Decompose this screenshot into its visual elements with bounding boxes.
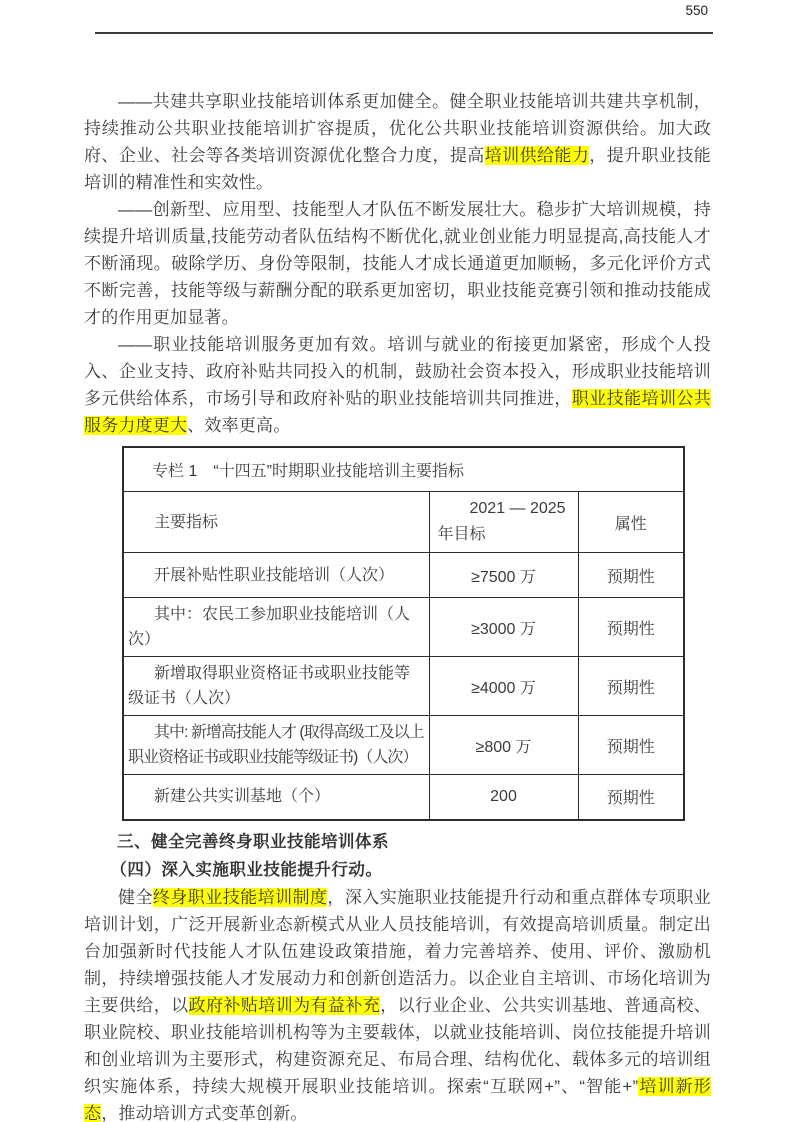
paragraph-talent-teams [84,196,711,331]
text-segment: 、效率更高。 [187,416,291,435]
text-segment: ，深入实施职业技能提升行动和重点群体专项职业培训计划，广泛开展新业态新模式从业人员技能培训，有效提高培训质量。制定出台加强新时代技能人才队伍建设政策措施，着力完善培养、使用、评价、激励机制，持续增强技能人才发展动力和创新创造活力。以企业自主培训、市场化培训为主要供给，以 [84,887,711,1015]
table-row [123,775,684,820]
target-cell: ≥7500 万 [429,553,578,598]
indicator-cell: 新建公共实训基地（个） [123,775,429,820]
text-segment: ，以行业企业、公共实训基地、普通高校、职业院校、职业技能培训机构等为主要载体，以就业技能培训、岗位技能提升培训和创业培训为主要形式，构建资源充足、布局合理、结构优化、载体多元的培训组织实施体系，持续大规模开展职业技能培训。探索“互联网+”、“智能+” [84,995,712,1096]
highlighted-text: 终身职业技能培训制度 [152,887,328,907]
text-segment: ，推动培训方式变革创新。 [101,1103,308,1122]
attribute-cell: 预期性 [578,657,684,716]
table-title: 专栏 1 “十四五”时期职业技能培训主要指标 [123,447,684,492]
target-cell: 200 [429,775,578,820]
highlighted-text: 职业技能培训公共服务力度更大 [84,389,711,435]
column-header-indicator: 主要指标 [123,492,429,553]
attribute-cell: 预期性 [578,775,684,820]
paragraph-shared-training-system [84,88,711,196]
table-row [123,657,684,716]
text-segment: ，提升职业技能培训的精准性和实效性。 [84,146,711,192]
target-cell: ≥3000 万 [429,598,578,657]
target-cell: ≥800 万 [429,716,578,775]
table-row [123,598,684,657]
table-title-row [123,447,684,492]
section-heading: 三、健全完善终身职业技能培训体系 [117,831,389,851]
indicators-table [122,446,685,821]
text-segment: ——创新型、应用型、技能型人才队伍不断发展壮大。稳步扩大培训规模，持续提升培训质量,技能劳动者队伍结构不断优化,就业创业能力明显提高,高技能人才不断涌现。破除学历、身份等限制，技能人才成长通道更加顺畅，多元化评价方式不断完善，技能等级与薪酬分配的联系更加密切，职业技能竞赛引领和推动技能成才的作用更加显著。 [84,200,711,327]
indicator-cell: 新增取得职业资格证书或职业技能等级证书（人次） [123,657,429,716]
text-segment: ——职业技能培训服务更加有效。培训与就业的衔接更加紧密，形成个人投入、企业支持、政府补贴共同投入的机制，鼓励社会资本投入，形成职业技能培训多元供给体系，市场引导和政府补贴的职业技能培训共同推进， [84,335,711,408]
attribute-cell: 预期性 [578,598,684,657]
indicator-cell: 开展补贴性职业技能培训（人次） [123,553,429,598]
target-cell: ≥4000 万 [429,657,578,716]
page-content [84,88,711,1122]
table-body [123,553,684,820]
text-segment: ——共建共享职业技能培训体系更加健全。健全职业技能培训共建共享机制，持续推动公共职业技能培训扩容提质，优化公共职业技能培训资源供给。加大政府、企业、社会等各类培训资源优化整合力度，提高 [84,92,711,165]
column-header-target: 2021 — 2025 年目标 [429,492,578,553]
header-rule [95,32,713,34]
highlighted-text: 培训供给能力 [484,146,590,165]
table-header-row [123,492,684,553]
highlighted-text: 政府补贴培训为有益补充 [188,995,381,1015]
attribute-cell: 预期性 [578,553,684,598]
indicator-cell: 其中: 新增高技能人才 (取得高级工及以上职业资格证书或职业技能等级证书)（人次） [123,716,429,775]
indicator-cell: 其中：农民工参加职业技能培训（人次） [123,598,429,657]
text-segment: 健全 [118,887,153,907]
highlighted-text: 培训新形态 [84,1076,711,1122]
subsection-heading: （四）深入实施职业技能提升行动。 [110,859,383,879]
column-header-attribute: 属性 [578,492,684,553]
table-row [123,716,684,775]
table-row [123,553,684,598]
paragraph-training-services [84,331,711,439]
attribute-cell: 预期性 [578,716,684,775]
page-number: 550 [685,3,708,18]
paragraph-lifelong-training [84,884,711,1122]
